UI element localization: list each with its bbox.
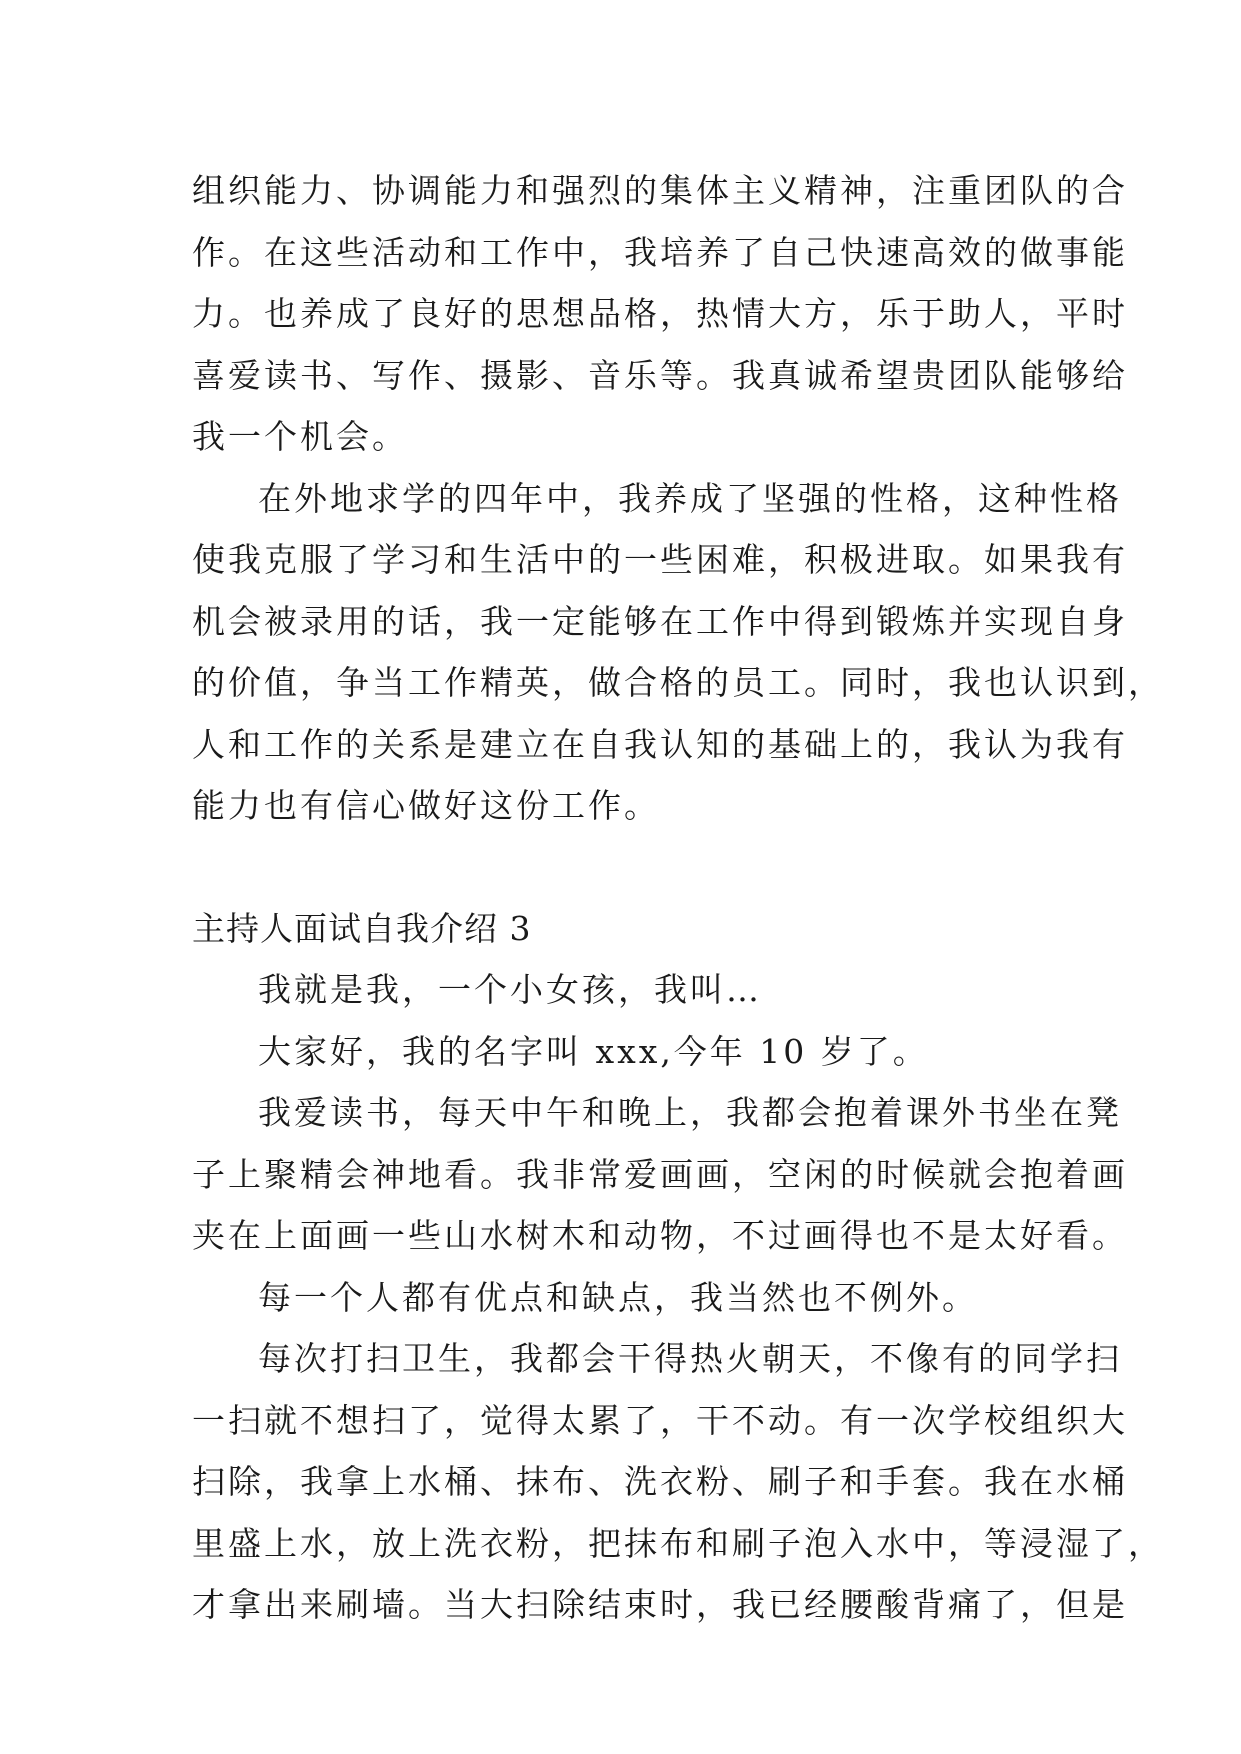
text-line: 作。在这些活动和工作中，我培养了自己快速高效的做事能 [192, 232, 1128, 272]
text-line: 扫除，我拿上水桶、抹布、洗衣粉、刷子和手套。我在水桶 [192, 1462, 1128, 1501]
text-line: 子上聚精会神地看。我非常爱画画，空闲的时候就会抱着画 [192, 1154, 1128, 1194]
paragraph-first-line: 我爱读书，每天中午和晚上，我都会抱着课外书坐在凳 [258, 1093, 1122, 1132]
text-line: 夹在上面画一些山水树木和动物，不过画得也不是太好看。 [192, 1216, 1128, 1255]
text-line: 喜爱读书、写作、摄影、音乐等。我真诚希望贵团队能够给 [192, 355, 1128, 395]
paragraph-first-line: 每一个人都有优点和缺点，我当然也不例外。 [258, 1277, 978, 1317]
paragraph-first-line: 每次打扫卫生，我都会干得热火朝天，不像有的同学扫 [258, 1339, 1122, 1378]
text-line: 组织能力、协调能力和强烈的集体主义精神，注重团队的合 [192, 171, 1128, 210]
section-gap [192, 837, 1062, 898]
text-line: 才拿出来刷墙。当大扫除结束时，我已经腰酸背痛了，但是 [192, 1585, 1128, 1624]
text-line: 人和工作的关系是建立在自我认知的基础上的，我认为我有 [192, 724, 1128, 764]
text-line: 的价值，争当工作精英，做合格的员工。同时，我也认识到， [192, 663, 1164, 702]
paragraph-first-line: 大家好，我的名字叫 xxx,今年 10 岁了。 [258, 1031, 929, 1071]
text-line: 一扫就不想扫了，觉得太累了，干不动。有一次学校组织大 [192, 1400, 1128, 1440]
text-line: 使我克服了学习和生活中的一些困难，积极进取。如果我有 [192, 540, 1128, 579]
document-body [192, 160, 1164, 1636]
text-line: 能力也有信心做好这份工作。 [192, 786, 660, 825]
text-line: 机会被录用的话，我一定能够在工作中得到锻炼并实现自身 [192, 601, 1128, 641]
paragraph-first-line: 在外地求学的四年中，我养成了坚强的性格，这种性格 [258, 478, 1122, 518]
text-line: 我一个机会。 [192, 417, 408, 456]
paragraph-first-line: 我就是我，一个小女孩，我叫… [258, 970, 762, 1009]
text-line: 里盛上水，放上洗衣粉，把抹布和刷子泡入水中，等浸湿了， [192, 1523, 1164, 1563]
section-heading: 主持人面试自我介绍 3 [192, 908, 532, 948]
text-line: 力。也养成了良好的思想品格，热情大方，乐于助人，平时 [192, 294, 1128, 333]
